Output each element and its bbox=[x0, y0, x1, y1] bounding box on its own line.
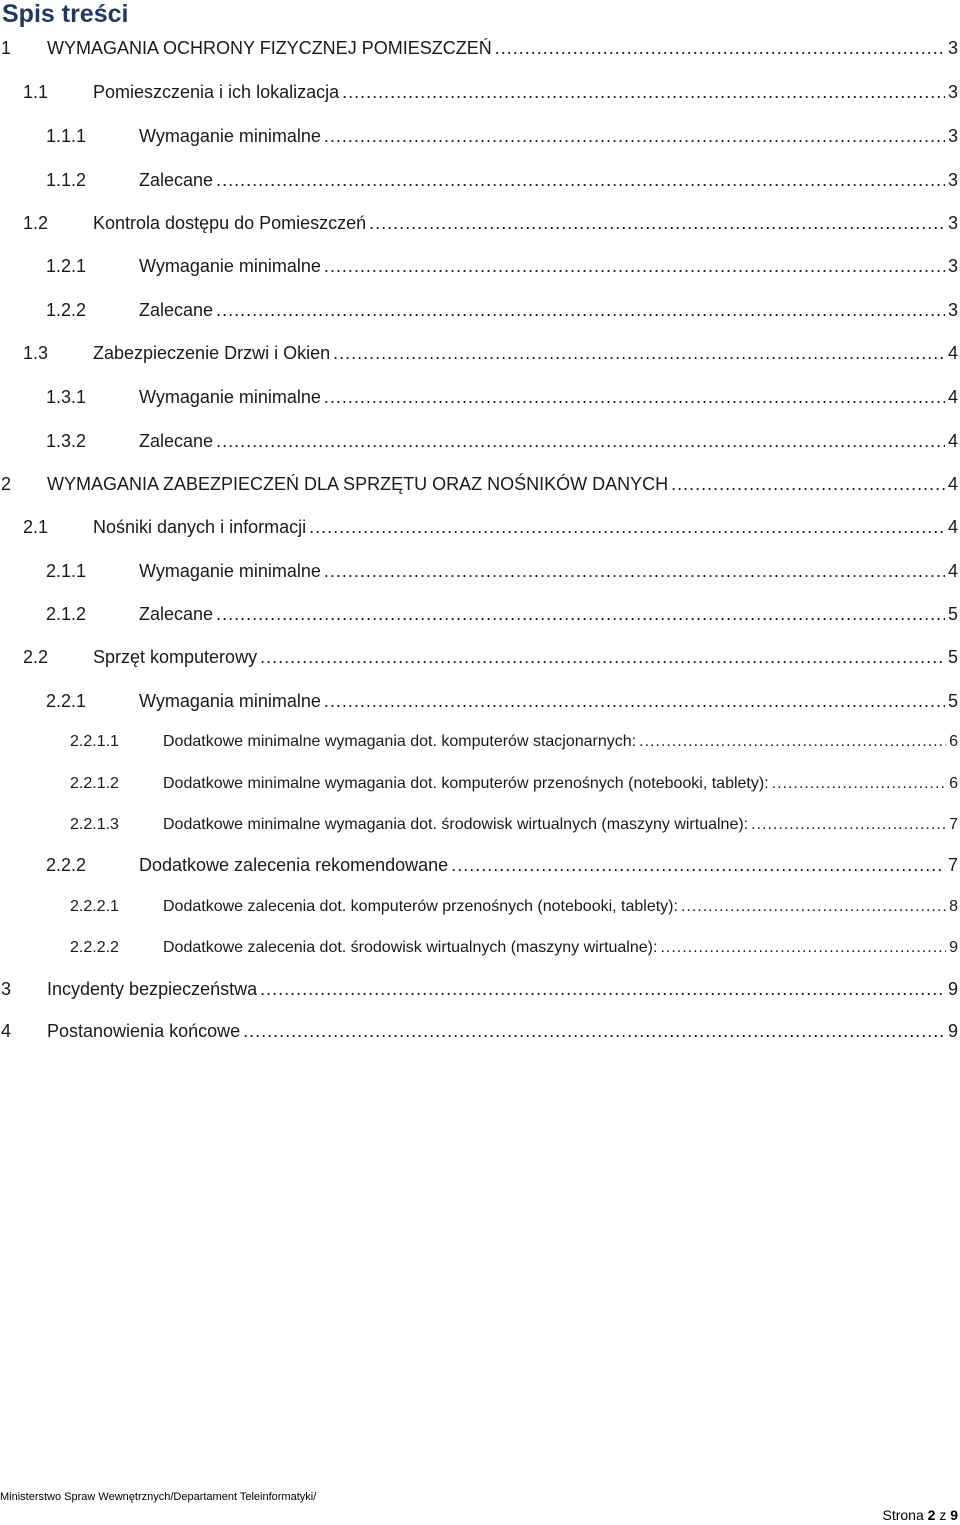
toc-dot-leader bbox=[772, 770, 946, 798]
toc-entry-page: 5 bbox=[947, 647, 958, 667]
toc-dot-leader bbox=[333, 339, 945, 367]
toc-entry[interactable] bbox=[0, 470, 958, 498]
footer-page-number bbox=[882, 1506, 958, 1524]
toc-entry-page: 7 bbox=[949, 816, 958, 833]
toc-dot-leader bbox=[324, 687, 945, 715]
toc-entry-title: Pomieszczenia i ich lokalizacja bbox=[93, 82, 340, 102]
toc-dot-leader bbox=[216, 427, 945, 455]
toc-entry-title: Dodatkowe zalecenia dot. środowisk wirtualnych (maszyny wirtualne): bbox=[163, 939, 658, 956]
toc-entry-number: 1.2 bbox=[23, 213, 49, 233]
toc-dot-leader bbox=[216, 600, 945, 628]
toc-entry[interactable] bbox=[0, 252, 958, 280]
toc-entry-title: Postanowienia końcowe bbox=[47, 1021, 241, 1041]
toc-entry-page: 3 bbox=[947, 170, 958, 190]
toc-entry-page: 5 bbox=[947, 604, 958, 624]
toc-dot-leader bbox=[309, 513, 945, 541]
toc-entry-title: Kontrola dostępu do Pomieszczeń bbox=[93, 213, 367, 233]
footer-page-current: 2 bbox=[927, 1507, 936, 1523]
toc-entry-number: 1.2.1 bbox=[46, 256, 87, 276]
toc-entry-number: 2.2.1.1 bbox=[70, 733, 119, 750]
toc-entry-page: 4 bbox=[947, 431, 958, 451]
toc-entry-number: 1.1.2 bbox=[46, 170, 87, 190]
toc-entry-page: 9 bbox=[947, 979, 958, 999]
toc-entry-page: 4 bbox=[947, 517, 958, 537]
toc-entry-number: 2.1 bbox=[23, 517, 49, 537]
toc-dot-leader bbox=[660, 934, 946, 962]
toc-entry-page: 7 bbox=[947, 855, 958, 875]
toc-entry[interactable] bbox=[0, 166, 958, 194]
toc-entry-title: Zalecane bbox=[139, 170, 214, 190]
toc-entry-number: 2.2.2 bbox=[46, 855, 87, 875]
toc-entry[interactable] bbox=[0, 811, 958, 839]
toc-entry-number: 1 bbox=[1, 38, 12, 58]
toc-entry-title: Wymaganie minimalne bbox=[139, 256, 321, 276]
toc-entry-page: 5 bbox=[947, 691, 958, 711]
toc-dot-leader bbox=[342, 78, 945, 106]
toc-dot-leader bbox=[324, 557, 945, 585]
toc-entry-number: 2.2.2.1 bbox=[70, 898, 119, 915]
toc-entry-number: 2.1.2 bbox=[46, 604, 87, 624]
toc-entry-page: 9 bbox=[949, 939, 958, 956]
toc-entry-number: 1.1.1 bbox=[46, 126, 87, 146]
toc-dot-leader bbox=[243, 1017, 945, 1045]
footer-page-total: 9 bbox=[950, 1507, 958, 1523]
toc-entry-title: Dodatkowe minimalne wymagania dot. komputerów stacjonarnych: bbox=[163, 733, 637, 750]
toc-entry[interactable] bbox=[0, 339, 958, 367]
toc-entry-title: Wymagania minimalne bbox=[139, 691, 321, 711]
toc-entry[interactable] bbox=[0, 557, 958, 585]
toc-dot-leader bbox=[216, 166, 945, 194]
toc-entry[interactable] bbox=[0, 427, 958, 455]
toc-entry-page: 6 bbox=[949, 733, 958, 750]
toc-entry-number: 2 bbox=[1, 474, 12, 494]
toc-entry-title: Wymaganie minimalne bbox=[139, 387, 321, 407]
toc-dot-leader bbox=[260, 975, 945, 1003]
toc-entry[interactable] bbox=[0, 513, 958, 541]
toc-entry-number: 2.1.1 bbox=[46, 561, 87, 581]
toc-dot-leader bbox=[451, 851, 945, 879]
toc-entry-title: Zalecane bbox=[139, 300, 214, 320]
toc-entry-number: 2.2.1.3 bbox=[70, 816, 119, 833]
toc-entry[interactable] bbox=[0, 728, 958, 756]
toc-entry-page: 4 bbox=[947, 387, 958, 407]
toc-dot-leader bbox=[639, 728, 946, 756]
toc-entry-number: 1.3.1 bbox=[46, 387, 87, 407]
toc-entry-page: 3 bbox=[947, 300, 958, 320]
toc-entry-title: Sprzęt komputerowy bbox=[93, 647, 258, 667]
toc-dot-leader bbox=[216, 296, 945, 324]
toc-entry-title: Wymaganie minimalne bbox=[139, 126, 321, 146]
toc-entry-title: Incydenty bezpieczeństwa bbox=[47, 979, 258, 999]
toc-entry[interactable] bbox=[0, 687, 958, 715]
toc-entry-title: Dodatkowe zalecenia dot. komputerów przenośnych (notebooki, tablety): bbox=[163, 898, 678, 915]
toc-entry-number: 2.2 bbox=[23, 647, 49, 667]
toc-entry[interactable] bbox=[0, 383, 958, 411]
toc-entry[interactable] bbox=[0, 893, 958, 921]
toc-dot-leader bbox=[324, 122, 945, 150]
toc-dot-leader bbox=[369, 209, 945, 237]
toc-entry[interactable] bbox=[0, 851, 958, 879]
toc-entry[interactable] bbox=[0, 1017, 958, 1045]
toc-entry[interactable] bbox=[0, 34, 958, 62]
toc-dot-leader bbox=[681, 893, 946, 921]
footer-department: Ministerstwo Spraw Wewnętrznych/Departament Teleinformatyki/ bbox=[0, 1491, 317, 1503]
toc-entry-number: 1.3 bbox=[23, 343, 49, 363]
toc-entry[interactable] bbox=[0, 643, 958, 671]
toc-entry[interactable] bbox=[0, 78, 958, 106]
toc-entry[interactable] bbox=[0, 975, 958, 1003]
toc-entry-number: 2.2.1 bbox=[46, 691, 87, 711]
toc-entry-title: Nośniki danych i informacji bbox=[93, 517, 307, 537]
toc-entry-number: 2.2.1.2 bbox=[70, 775, 119, 792]
toc-entry-title: Zabezpieczenie Drzwi i Okien bbox=[93, 343, 331, 363]
toc-dot-leader bbox=[324, 252, 945, 280]
toc-entry-page: 3 bbox=[947, 126, 958, 146]
toc-entry[interactable] bbox=[0, 122, 958, 150]
footer-page-label: Strona bbox=[882, 1507, 924, 1523]
toc-dot-leader bbox=[324, 383, 945, 411]
toc-entry[interactable] bbox=[0, 209, 958, 237]
toc-entry-number: 4 bbox=[1, 1021, 12, 1041]
toc-entry[interactable] bbox=[0, 770, 958, 798]
toc-entry-title: WYMAGANIA ZABEZPIECZEŃ DLA SPRZĘTU ORAZ NOŚNIKÓW DANYCH bbox=[47, 474, 669, 494]
toc-entry-page: 4 bbox=[947, 343, 958, 363]
toc-entry-title: Zalecane bbox=[139, 604, 214, 624]
toc-entry-number: 1.1 bbox=[23, 82, 49, 102]
toc-entry[interactable] bbox=[0, 600, 958, 628]
toc-entry-page: 8 bbox=[949, 898, 958, 915]
toc-entry-number: 1.2.2 bbox=[46, 300, 87, 320]
toc-dot-leader bbox=[751, 811, 946, 839]
toc-entry-title: WYMAGANIA OCHRONY FIZYCZNEJ POMIESZCZEŃ bbox=[47, 38, 492, 58]
toc-dot-leader bbox=[671, 470, 945, 498]
footer-page-sep: z bbox=[939, 1507, 947, 1523]
toc-entry-number: 3 bbox=[1, 979, 12, 999]
toc-dot-leader bbox=[260, 643, 945, 671]
toc-entry-page: 3 bbox=[947, 256, 958, 276]
toc-entry[interactable] bbox=[0, 296, 958, 324]
toc-entry-page: 3 bbox=[947, 213, 958, 233]
toc-entry-page: 6 bbox=[949, 775, 958, 792]
toc-entry-number: 1.3.2 bbox=[46, 431, 87, 451]
toc-entry-title: Dodatkowe minimalne wymagania dot. komputerów przenośnych (notebooki, tablety): bbox=[163, 775, 769, 792]
toc-entry-title: Zalecane bbox=[139, 431, 214, 451]
toc-entry-page: 9 bbox=[947, 1021, 958, 1041]
toc-title: Spis treści bbox=[2, 0, 129, 28]
toc-dot-leader bbox=[495, 34, 945, 62]
toc-entry-title: Dodatkowe minimalne wymagania dot. środowisk wirtualnych (maszyny wirtualne): bbox=[163, 816, 749, 833]
toc-entry-page: 4 bbox=[947, 561, 958, 581]
toc-entry-page: 3 bbox=[947, 38, 958, 58]
toc-entry-number: 2.2.2.2 bbox=[70, 939, 119, 956]
toc-entry-page: 3 bbox=[947, 82, 958, 102]
toc-entry-title: Wymaganie minimalne bbox=[139, 561, 321, 581]
toc-entry[interactable] bbox=[0, 934, 958, 962]
toc-entry-page: 4 bbox=[947, 474, 958, 494]
toc-entry-title: Dodatkowe zalecenia rekomendowane bbox=[139, 855, 449, 875]
